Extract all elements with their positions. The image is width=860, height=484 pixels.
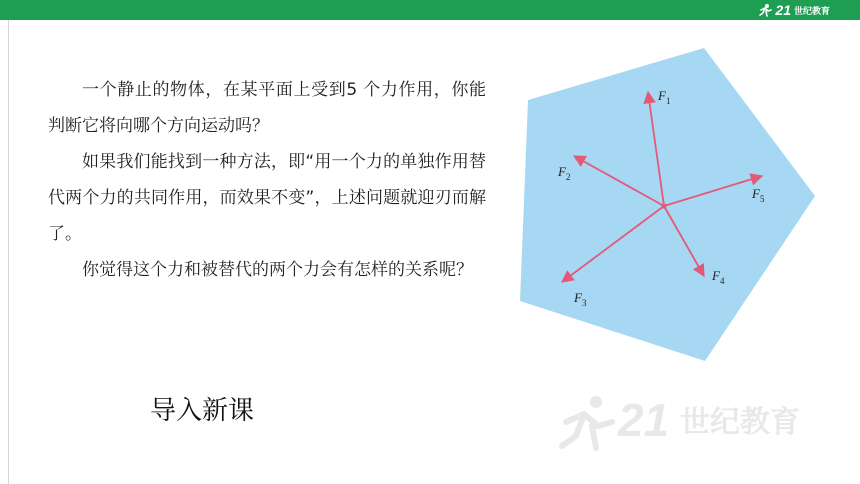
force-label-f1: $F_1$ [658,88,671,106]
watermark-runner-icon [562,396,612,448]
brand-number: 21 [775,2,791,18]
watermark-text: 世纪教育 [680,405,800,440]
force-label-f5: $F_5$ [752,186,765,204]
origin-point [661,203,666,208]
force-diagram [518,46,818,364]
force-label-f2: $F_2$ [558,164,571,182]
left-rule [8,20,9,484]
runner-icon [758,3,772,17]
lesson-title: 导入新课 [150,396,255,426]
paragraph-2: 如果我们能找到一种方法，即“用一个力的单独作用替代两个力的共同作用，而效果不变”，上述问题就迎刃而解了。 [48,152,486,244]
watermark-logo [556,388,846,468]
paragraph-1: 一个静止的物体，在某平面上受到5 个力作用，你能判断它将向哪个方向运动吗？ [48,80,486,136]
intro-text [48,72,486,288]
watermark-number: 21 [618,394,670,446]
force-label-f3: $F_3$ [574,290,587,308]
brand-text: 世纪教育 [793,6,830,17]
brand-logo [758,2,830,18]
paragraph-3: 你觉得这个力和被替代的两个力会有怎样的关系呢？ [82,260,473,280]
top-bar [0,0,860,20]
force-label-f4: $F_4$ [712,268,725,286]
